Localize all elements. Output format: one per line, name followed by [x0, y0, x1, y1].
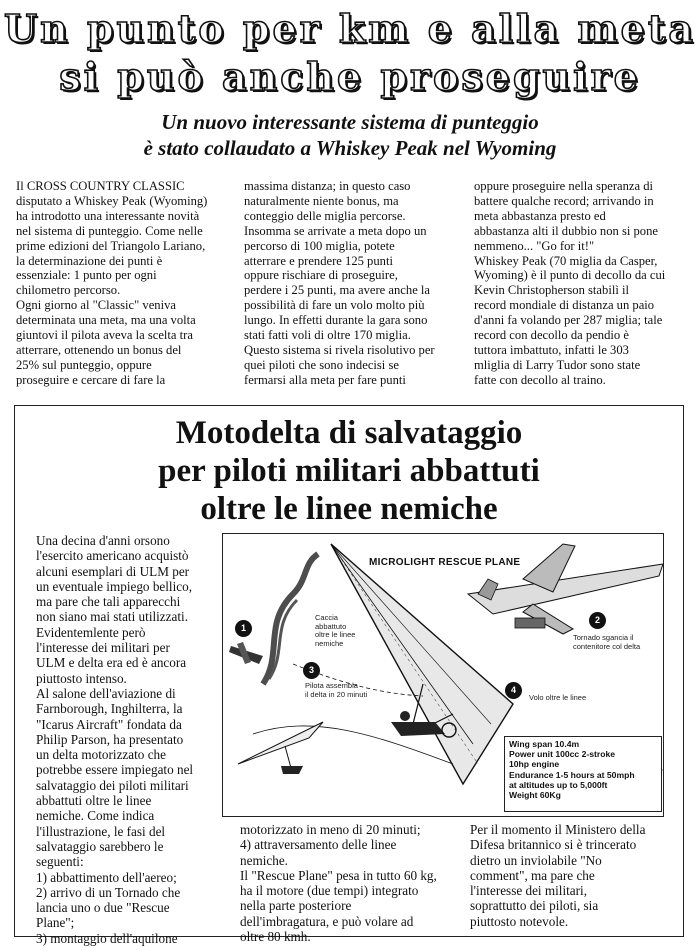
spec-line: Power unit 100cc 2-stroke [509, 749, 616, 760]
article-subtitle-line-1: Un nuovo interessante sistema di punteggio [161, 110, 539, 134]
specs-box [504, 736, 662, 812]
article-title-line-1: Un punto per km e alla meta [3, 6, 697, 51]
illustration-title: MICROLIGHT RESCUE PLANE [369, 557, 521, 568]
box-column-right: Per il momento il Ministero della Difesa britannico si è trincerato dietro un inviolabile "No comment", ma pare che l'interesse dei militari, soprattutto dei piloti, sia piuttosto notevole. [470, 822, 646, 929]
label-volo: Volo oltre le linee [529, 693, 587, 702]
box-column-left: Una decina d'anni orsono l'esercito americano acquistò alcuni esemplari di ULM per un eventuale impiego bellico, ma pare che tali apparecchi non siano mai stati utilizzati. Evidentemlente però l'interesse dei militari per ULM e delta era ed è ancora piuttosto intenso. Al salone dell'aviazione di Farnborough, Inghilterra, la "Icarus Aircraft" fondata da Philip Parson, ha presentato un delta motorizzato che potrebbe essere impiegato nel salvataggio dei piloti militari abbattuti oltre le linee nemiche. Come indica l'illustrazione, le fasi del salvataggio sarebbero le seguenti: 1) abbattimento dell'aereo; 2) arrivo di un Tornado che lancia uno o due "Rescue Plane"; 3) montaggio dell'aquilone [36, 533, 194, 946]
step-2-marker: 2 [589, 612, 606, 629]
article-column-1: Il CROSS COUNTRY CLASSIC disputato a Whiskey Peak (Wyoming) ha introdotto una interessante novità nel sistema di punteggio. Come nelle prime edizioni del Triangolo Lariano, la determinazione dei punti è essenziale: 1 punto per ogni chilometro percorso. Ogni giorno al "Classic" veniva determinata una meta, ma una volta giuntovi il pilota aveva la scelta tra atterrare, ottenendo un bonus del 25% sul punteggio, oppure proseguire e cercare di fare la [16, 179, 208, 387]
spec-line: at altitudes up to 5,000ft [509, 779, 608, 790]
spec-line: Endurance 1-5 hours at 50mph [509, 769, 635, 780]
label-caccia: Caccia abbattuto oltre le linee nemiche [315, 613, 356, 648]
box-column-middle: motorizzato in meno di 20 minuti; 4) attraversamento delle linee nemiche. Il "Rescue Plane" pesa in tutto 60 kg, ha il motore (due tempi) integrato nella parte posteriore dell'imbragatura, e può volare ad oltre 80 kmh. [240, 822, 437, 945]
spec-line: Weight 60Kg [509, 790, 561, 801]
label-pilota: Pilota assembla il delta in 20 minuti [305, 681, 368, 699]
step-1-marker: 1 [235, 620, 252, 637]
box-title-line-3: oltre le linee nemiche [200, 491, 498, 527]
rescue-plane-illustration [222, 533, 664, 817]
step-3-marker: 3 [303, 662, 320, 679]
spec-line: 10hp engine [509, 759, 560, 770]
article-column-3: oppure proseguire nella speranza di battere qualche record; arrivando in meta abbastanza presto ed abbastanza alti il dubbio non si pone nemmeno... "Go for it!" Whiskey Peak (70 miglia da Casper, Wyoming) è il punto di decollo da cui Kevin Christopherson stabilì il record mondiale di distanza un paio d'anni fa volando per 287 miglia; tale record con decollo da pendio è tuttora imbattuto, infatti le 303 mliglia di Larry Tudor sono state fatte con decollo al traino. [474, 179, 666, 387]
article-column-2: massima distanza; in questo caso naturalmente niente bonus, ma conteggio delle miglia percorse. Insomma se arrivate a meta dopo un percorso di 100 miglia, potete atterrare e prendere 125 punti oppure rischiare di proseguire, perdere i 25 punti, ma avere anche la possibilità di fare un volo molto più lungo. In effetti durante la gara sono stati fatti voli di oltre 170 miglia. Questo sistema si rivela risolutivo per quei piloti che sono indecisi se fermarsi alla meta per fare punti [244, 179, 435, 387]
label-tornado: Tornado sgancia il contenitore col delta [573, 633, 641, 651]
box-title-line-2: per piloti militari abbattuti [158, 453, 540, 489]
article-subtitle-line-2: è stato collaudato a Whiskey Peak nel Wyoming [143, 136, 557, 160]
step-4-marker: 4 [505, 682, 522, 699]
article-title-line-2: si può anche proseguire [59, 54, 641, 99]
box-title-line-1: Motodelta di salvataggio [175, 415, 523, 451]
spec-line: Wing span 10.4m [509, 739, 580, 749]
